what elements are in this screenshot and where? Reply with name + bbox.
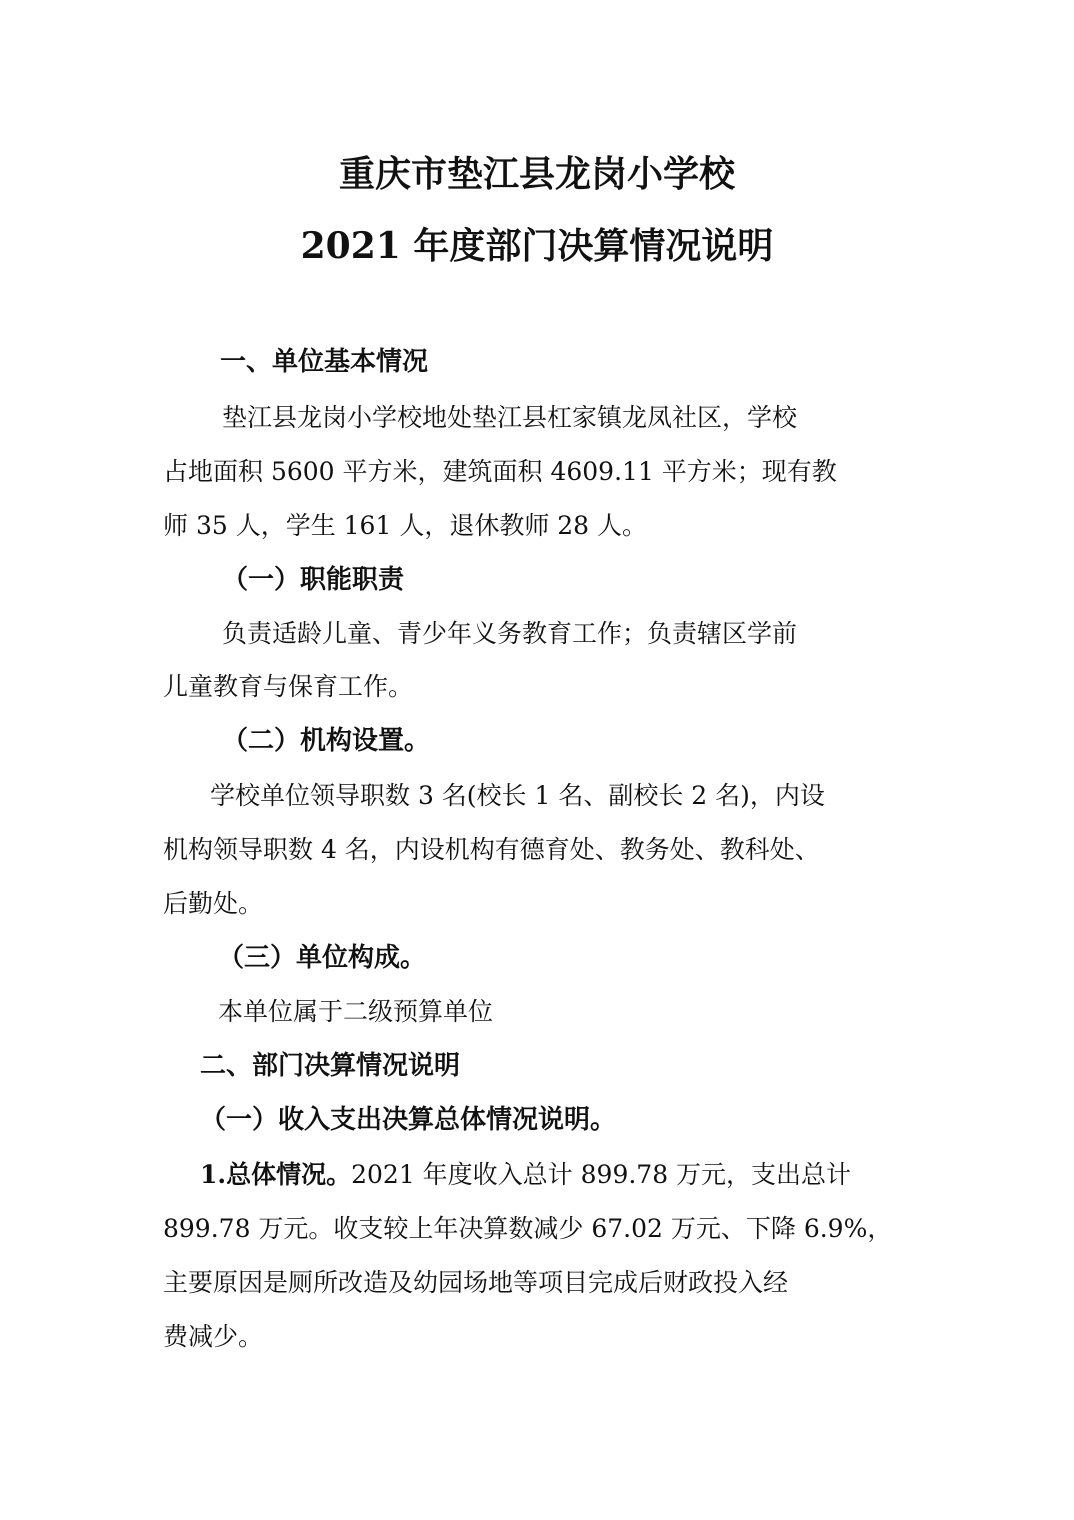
overall-line-2: 899.78 万元。收支较上年决算数减少 67.02 万元、下降 6.9%， — [163, 1214, 893, 1243]
document-title-line2: 2021 年度部门决算情况说明 — [300, 225, 774, 267]
intro-line-2: 占地面积 5600 平方米，建筑面积 4609.11 平方米；现有教 — [163, 457, 837, 486]
overall-line-3: 主要原因是厕所改造及幼园场地等项目完成后财政投入经 — [163, 1268, 789, 1297]
intro-line-1: 垫江县龙岗小学校地处垫江县杠家镇龙凤社区，学校 — [222, 403, 798, 432]
overall-text-1: 2021 年度收入总计 899.78 万元，支出总计 — [351, 1160, 852, 1189]
section1-heading: 一、单位基本情况 — [220, 347, 429, 377]
sub1-line-1: 负责适龄儿童、青少年义务教育工作；负责辖区学前 — [222, 619, 798, 648]
sub2-heading: （二）机构设置。 — [222, 726, 431, 756]
sub3-line: 本单位属于二级预算单位 — [218, 997, 494, 1026]
overall-label: 1.总体情况。 — [200, 1160, 352, 1189]
sub2-line-1: 学校单位领导职数 3 名(校长 1 名、副校长 2 名)，内设 — [210, 781, 825, 810]
sub1-line-2: 儿童教育与保育工作。 — [163, 672, 414, 701]
sub3-heading: （三）单位构成。 — [218, 943, 427, 973]
section2-sub1-heading: （一）收入支出决算总体情况说明。 — [200, 1105, 617, 1135]
sub1-heading: （一）职能职责 — [222, 565, 405, 595]
document-title-line1: 重庆市垫江县龙岗小学校 — [338, 153, 735, 195]
overall-line-4: 费减少。 — [163, 1322, 264, 1351]
overall-line-1 — [200, 1158, 851, 1192]
sub2-line-3: 后勤处。 — [163, 889, 264, 918]
sub2-line-2: 机构领导职数 4 名，内设机构有德育处、教务处、教科处、 — [163, 835, 820, 864]
section2-heading: 二、部门决算情况说明 — [200, 1051, 461, 1081]
intro-line-3: 师 35 人，学生 161 人，退休教师 28 人。 — [163, 511, 648, 540]
